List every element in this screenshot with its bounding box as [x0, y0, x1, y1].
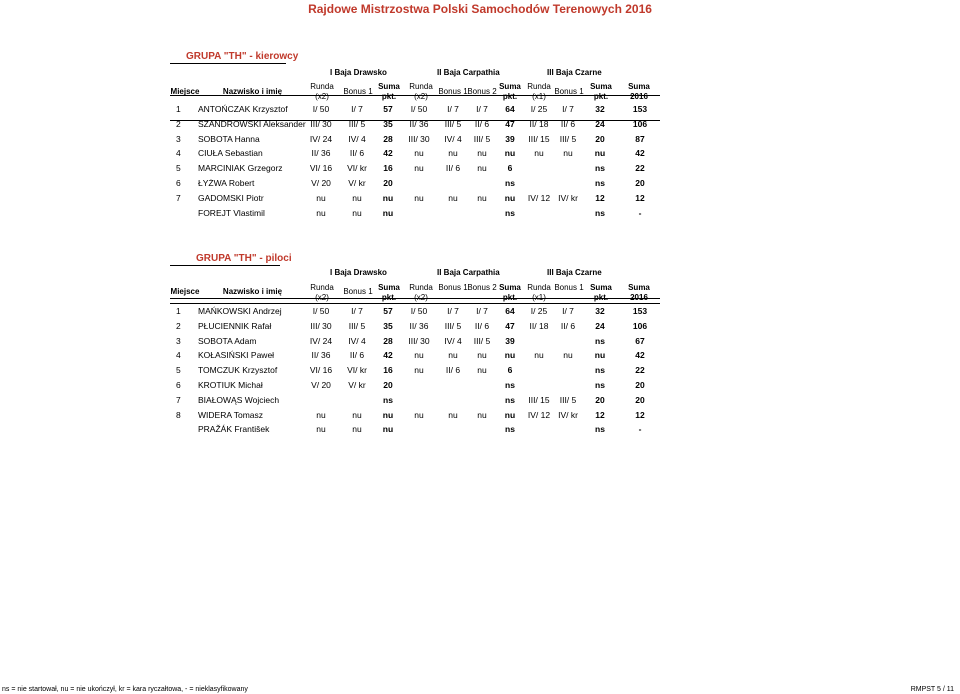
cell-b21: IV/ 4 [444, 133, 462, 144]
cell-b31: nu [563, 148, 573, 159]
section-baja-czarne: III Baja Czarne [547, 68, 602, 77]
col-header-runda2: Runda (x2) [409, 283, 433, 302]
cell-r2: nu [414, 350, 424, 361]
cell-place: 4 [176, 148, 181, 159]
cell-total: 20 [635, 394, 645, 405]
cell-r3: III/ 15 [528, 394, 550, 405]
cell-b22: nu [477, 365, 487, 376]
cell-total: 22 [635, 365, 645, 376]
cell-name: CIUŁA Sebastian [198, 148, 263, 159]
cell-s1: 42 [383, 148, 393, 159]
table-row [0, 319, 960, 333]
cell-r1: I/ 50 [312, 104, 330, 114]
cell-b31: I/ 7 [562, 306, 574, 316]
cell-s2: ns [505, 394, 515, 405]
cell-s1: 42 [383, 350, 393, 361]
cell-b22: I/ 7 [476, 306, 488, 316]
cell-total: 87 [635, 133, 645, 144]
cell-r2: nu [414, 192, 424, 203]
cell-place: 2 [176, 320, 181, 331]
cell-s3: ns [595, 424, 605, 435]
table-row [0, 102, 960, 116]
cell-b21: II/ 6 [445, 163, 461, 174]
col-header-runda2: Runda (x2) [409, 82, 433, 101]
cell-s2: 6 [507, 163, 513, 174]
cell-name: MARCINIAK Grzegorz [198, 163, 283, 174]
section-baja-carpathia: II Baja Carpathia [437, 68, 500, 77]
cell-b31: IV/ kr [558, 192, 578, 203]
cell-s3: 20 [595, 394, 605, 405]
cell-r3: I/ 25 [530, 306, 548, 316]
col-header-bonus1-c: Bonus 1 [554, 283, 584, 292]
cell-r3: IV/ 12 [527, 409, 551, 420]
cell-r1: nu [316, 192, 326, 203]
cell-r3: IV/ 12 [527, 192, 551, 203]
table-row [0, 363, 960, 377]
group-title-underline [170, 63, 286, 64]
cell-name: ŁYŻWA Robert [198, 178, 255, 188]
cell-s1: 28 [383, 335, 393, 346]
cell-b11: IV/ 4 [348, 335, 366, 346]
cell-s2: ns [505, 207, 515, 218]
table-row [0, 378, 960, 392]
cell-b11: nu [352, 424, 362, 435]
cell-r1: VI/ 16 [309, 163, 333, 174]
cell-b11: III/ 5 [348, 320, 366, 331]
legend-text: ns = nie startował, nu = nie ukończył, kr = kara ryczałtowa, - = nieklasyfikowany [2, 686, 248, 693]
col-header-runda3: Runda (x1) [527, 82, 551, 101]
cell-b22: III/ 5 [473, 133, 491, 144]
cell-s1: 35 [383, 118, 393, 129]
table-row [0, 348, 960, 362]
cell-s3: 24 [595, 118, 605, 129]
page-title: Rajdowe Mistrzostwa Polski Samochodów Terenowych 2016 [308, 2, 652, 16]
cell-total: 20 [635, 380, 645, 390]
cell-b21: II/ 6 [445, 365, 461, 376]
cell-b22: III/ 5 [473, 335, 491, 346]
cell-name: KROTIUK Michał [198, 380, 263, 390]
cell-r2: I/ 50 [410, 104, 428, 114]
table-row [0, 334, 960, 348]
cell-b11: V/ kr [348, 178, 366, 188]
cell-b21: nu [448, 350, 458, 361]
cell-total: 106 [632, 118, 648, 129]
cell-b11: VI/ kr [347, 365, 367, 376]
cell-s3: ns [595, 335, 605, 346]
cell-r1: II/ 36 [311, 148, 331, 159]
cell-b21: nu [448, 192, 458, 203]
cell-s3: nu [594, 350, 606, 361]
table-row [0, 117, 960, 131]
cell-r1: nu [316, 409, 326, 420]
table-row [0, 132, 960, 146]
cell-s1: nu [382, 424, 394, 435]
cell-b11: I/ 7 [351, 306, 363, 316]
cell-name: KOŁASIŃSKI Paweł [198, 350, 275, 361]
col-header-bonus2: Bonus 2 [467, 283, 497, 292]
cell-r3: nu [534, 148, 544, 159]
cell-b22: nu [477, 409, 487, 420]
cell-b31: II/ 6 [560, 118, 576, 129]
cell-s3: ns [595, 163, 605, 174]
cell-name: GADOMSKI Piotr [198, 192, 264, 203]
col-header-bonus2: Bonus 2 [467, 87, 497, 96]
col-header-suma2: Suma pkt. [499, 82, 521, 101]
cell-r3: II/ 18 [529, 118, 549, 129]
cell-b21: nu [448, 409, 458, 420]
cell-s1: nu [382, 409, 394, 420]
cell-b21: I/ 7 [447, 104, 459, 114]
col-header-runda3: Runda (x1) [527, 283, 551, 302]
cell-place: 6 [176, 178, 181, 188]
cell-total: 12 [635, 192, 645, 203]
cell-b11: IV/ 4 [348, 133, 366, 144]
section-baja-drawsko: I Baja Drawsko [330, 268, 387, 277]
cell-r1: III/ 30 [310, 320, 332, 331]
cell-s2: 64 [505, 104, 515, 114]
cell-r1: VI/ 16 [309, 365, 333, 376]
page-number: RMPST 5 / 11 [910, 686, 954, 693]
cell-b11: nu [352, 192, 362, 203]
cell-total: 12 [635, 409, 645, 420]
cell-s2: nu [504, 148, 516, 159]
cell-place: 3 [176, 133, 181, 144]
col-header-place: Miejsce [170, 287, 200, 296]
col-header-bonus1-b: Bonus 1 [438, 283, 468, 292]
col-header-suma1: Suma pkt. [378, 283, 400, 302]
col-header-total: Suma 2016 [628, 283, 650, 302]
cell-b31: III/ 5 [559, 394, 577, 405]
cell-name: WIDERA Tomasz [198, 409, 264, 420]
cell-s2: ns [505, 424, 515, 435]
cell-s3: 32 [595, 306, 605, 316]
cell-b22: nu [477, 163, 487, 174]
cell-b31: III/ 5 [559, 133, 577, 144]
cell-r1: IV/ 24 [309, 335, 333, 346]
cell-s1: 57 [383, 306, 393, 316]
cell-s1: ns [383, 394, 393, 405]
col-header-bonus1-c: Bonus 1 [554, 87, 584, 96]
cell-name: MAŃKOWSKI Andrzej [198, 306, 282, 316]
col-header-bonus1: Bonus 1 [343, 87, 373, 96]
cell-s2: nu [504, 350, 516, 361]
cell-s2: 47 [505, 320, 515, 331]
cell-s3: 20 [595, 133, 605, 144]
cell-b11: VI/ kr [347, 163, 367, 174]
cell-s2: 47 [505, 118, 515, 129]
cell-r2: nu [414, 365, 424, 376]
cell-s1: 20 [383, 178, 393, 188]
col-header-total: Suma 2016 [628, 82, 650, 101]
cell-place: 8 [176, 409, 181, 420]
cell-place: 5 [176, 365, 181, 376]
col-header-suma3: Suma pkt. [590, 283, 612, 302]
cell-b11: III/ 5 [348, 118, 366, 129]
cell-total: 22 [635, 163, 645, 174]
cell-b11: I/ 7 [351, 104, 363, 114]
cell-s3: nu [594, 148, 606, 159]
col-header-name: Nazwisko i imię [222, 87, 283, 96]
cell-place: 1 [176, 306, 181, 316]
cell-b22: nu [477, 192, 487, 203]
cell-s2: nu [504, 192, 516, 203]
cell-r1: nu [316, 207, 326, 218]
col-header-place: Miejsce [170, 87, 200, 96]
cell-r1: I/ 50 [312, 306, 330, 316]
cell-r2: nu [414, 163, 424, 174]
cell-b31: I/ 7 [562, 104, 574, 114]
col-header-bonus1-b: Bonus 1 [438, 87, 468, 96]
cell-s1: 16 [383, 365, 393, 376]
table-row [0, 304, 960, 318]
cell-name: TOMCZUK Krzysztof [198, 365, 278, 376]
cell-r3: II/ 18 [529, 320, 549, 331]
cell-b11: nu [352, 207, 362, 218]
cell-r3: nu [534, 350, 544, 361]
group-title-underline [170, 265, 280, 266]
cell-total: 20 [635, 178, 645, 188]
cell-s1: 20 [383, 380, 393, 390]
cell-total: - [638, 207, 642, 218]
section-baja-carpathia: II Baja Carpathia [437, 268, 500, 277]
cell-b31: IV/ kr [558, 409, 578, 420]
cell-b21: nu [448, 148, 458, 159]
cell-r1: IV/ 24 [309, 133, 333, 144]
cell-b11: II/ 6 [349, 148, 365, 159]
cell-r1: V/ 20 [311, 178, 331, 188]
cell-s1: 16 [383, 163, 393, 174]
cell-r2: nu [414, 148, 424, 159]
cell-r3: I/ 25 [530, 104, 548, 114]
cell-total: 153 [632, 104, 648, 114]
cell-s1: 28 [383, 133, 393, 144]
cell-b11: II/ 6 [349, 350, 365, 361]
cell-b22: II/ 6 [474, 320, 490, 331]
table-row [0, 422, 960, 436]
cell-b22: nu [477, 148, 487, 159]
table-row [0, 191, 960, 205]
table-row [0, 161, 960, 175]
cell-s2: 6 [507, 365, 513, 376]
cell-r2: nu [414, 409, 424, 420]
cell-s3: 32 [595, 104, 605, 114]
cell-s2: ns [505, 380, 515, 390]
col-header-name: Nazwisko i imię [222, 287, 283, 296]
cell-b21: I/ 7 [447, 306, 459, 316]
section-baja-czarne: III Baja Czarne [547, 268, 602, 277]
cell-r2: II/ 36 [409, 118, 429, 129]
cell-s3: ns [595, 380, 605, 390]
col-header-suma1: Suma pkt. [378, 82, 400, 101]
cell-s2: nu [504, 409, 516, 420]
cell-r1: II/ 36 [311, 350, 331, 361]
cell-s2: 39 [505, 335, 515, 346]
cell-name: FOREJT Vlastimil [198, 207, 265, 218]
table-row [0, 393, 960, 407]
cell-place: 2 [176, 118, 181, 129]
cell-s2: 39 [505, 133, 515, 144]
cell-b22: I/ 7 [476, 104, 488, 114]
cell-s2: 64 [505, 306, 515, 316]
cell-r2: I/ 50 [410, 306, 428, 316]
col-header-bonus1: Bonus 1 [343, 287, 373, 296]
cell-place: 5 [176, 163, 181, 174]
cell-r1: V/ 20 [311, 380, 331, 390]
cell-s2: ns [505, 178, 515, 188]
cell-b31: nu [563, 350, 573, 361]
cell-name: PRAŽÁK František [198, 424, 270, 435]
cell-r1: nu [316, 424, 326, 435]
cell-b21: III/ 5 [444, 118, 462, 129]
cell-b11: V/ kr [348, 380, 366, 390]
cell-place: 4 [176, 350, 181, 361]
cell-place: 6 [176, 380, 181, 390]
col-header-runda1: Runda (x2) [310, 82, 334, 101]
cell-name: ANTOŃCZAK Krzysztof [198, 104, 288, 114]
cell-r2: II/ 36 [409, 320, 429, 331]
col-header-suma3: Suma pkt. [590, 82, 612, 101]
cell-total: 106 [632, 320, 648, 331]
cell-b22: nu [477, 350, 487, 361]
cell-total: - [638, 424, 642, 435]
table-row [0, 408, 960, 422]
cell-place: 7 [176, 192, 181, 203]
cell-name: SZANDROWSKI Aleksander [198, 118, 306, 129]
cell-b21: IV/ 4 [444, 335, 462, 346]
cell-b31: II/ 6 [560, 320, 576, 331]
cell-total: 42 [635, 148, 645, 159]
col-header-suma2: Suma pkt. [499, 283, 521, 302]
cell-s1: 57 [383, 104, 393, 114]
cell-r2: III/ 30 [408, 335, 430, 346]
cell-s3: 12 [595, 192, 605, 203]
cell-s3: ns [595, 178, 605, 188]
group-title-drivers: GRUPA "TH" - kierowcy [186, 51, 299, 62]
cell-s1: nu [382, 192, 394, 203]
cell-name: SOBOTA Adam [198, 335, 257, 346]
cell-s3: ns [595, 207, 605, 218]
cell-place: 7 [176, 394, 181, 405]
section-baja-drawsko: I Baja Drawsko [330, 68, 387, 77]
cell-b22: II/ 6 [474, 118, 490, 129]
cell-s1: nu [382, 207, 394, 218]
cell-b11: nu [352, 409, 362, 420]
cell-s3: ns [595, 365, 605, 376]
cell-b21: III/ 5 [444, 320, 462, 331]
cell-s3: 12 [595, 409, 605, 420]
cell-s3: 24 [595, 320, 605, 331]
table-row [0, 176, 960, 190]
cell-r2: III/ 30 [408, 133, 430, 144]
cell-s1: 35 [383, 320, 393, 331]
table-row [0, 146, 960, 160]
table-row [0, 206, 960, 220]
cell-name: SOBOTA Hanna [198, 133, 260, 144]
col-header-runda1: Runda (x2) [310, 283, 334, 302]
cell-name: PŁUCIENNIK Rafał [198, 320, 272, 331]
cell-r1: III/ 30 [310, 118, 332, 129]
group-title-pilots: GRUPA "TH" - piloci [196, 253, 292, 264]
cell-total: 42 [635, 350, 645, 361]
cell-r3: III/ 15 [528, 133, 550, 144]
cell-place: 1 [176, 104, 181, 114]
cell-total: 67 [635, 335, 645, 346]
cell-total: 153 [632, 306, 648, 316]
cell-place: 3 [176, 335, 181, 346]
cell-name: BIAŁOWĄS Wojciech [198, 394, 280, 405]
